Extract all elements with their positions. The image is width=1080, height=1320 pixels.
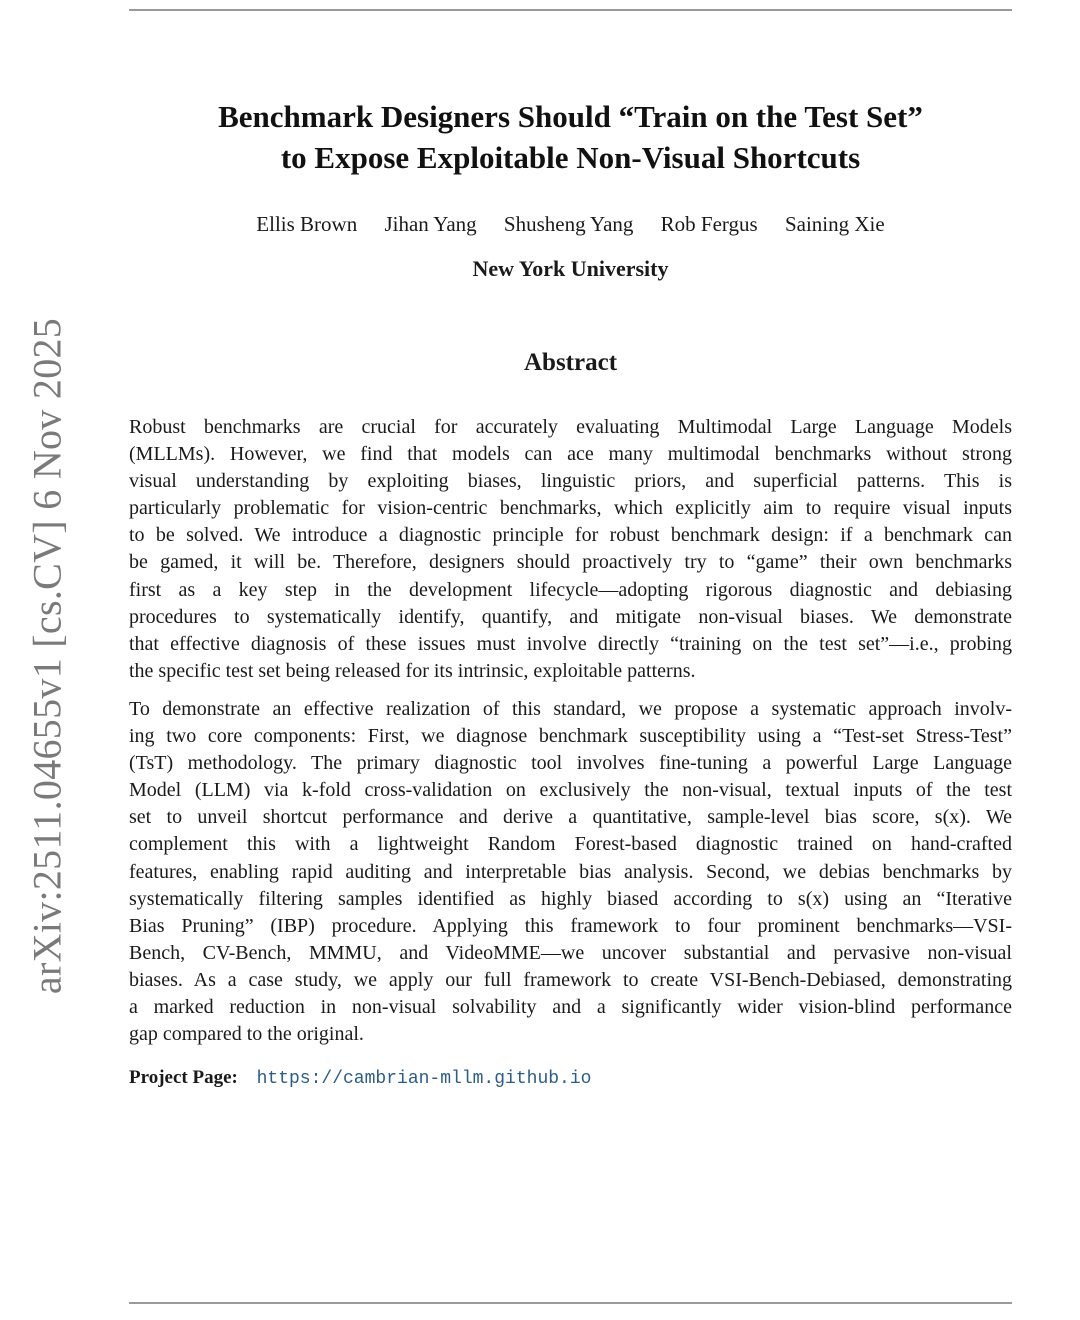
project-page-label: Project Page: xyxy=(129,1067,238,1088)
text-line: that effective diagnosis of these issues must involve directly “training on the test set”—i.e., probing xyxy=(129,632,1012,655)
abstract-heading: Abstract xyxy=(523,349,618,376)
bottom-rule xyxy=(129,1302,1012,1304)
text-line: a marked reduction in non-visual solvability and a significantly wider vision-blind performance xyxy=(129,996,1012,1019)
text-line: complement this with a lightweight Random Forest-based diagnostic trained on hand-crafted xyxy=(129,833,1012,856)
author-list xyxy=(129,209,1012,239)
abstract-paragraph-1 xyxy=(129,414,1012,685)
text-line: features, enabling rapid auditing and interpretable bias analysis. Second, we debias benchmarks by xyxy=(129,860,1012,883)
title-line: Benchmark Designers Should “Train on the Test Set” xyxy=(218,99,923,134)
text-line: Robust benchmarks are crucial for accurately evaluating Multimodal Large Language Models xyxy=(129,416,1012,438)
top-rule xyxy=(129,9,1012,11)
project-page xyxy=(129,1064,591,1093)
arxiv-stamp-text: arXiv:2511.04655v1 [cs.CV] 6 Nov 2025 xyxy=(24,317,70,995)
text-line: ing two core components: First, we diagnose benchmark susceptibility using a “Test-set Stress-Test” xyxy=(129,725,1012,748)
text-line: systematically filtering samples identified as highly biased according to s(x) using an “Iterative xyxy=(129,887,1012,910)
author-name: Jihan Yang xyxy=(384,212,477,236)
project-page-link[interactable]: https://cambrian-mllm.github.io xyxy=(256,1069,592,1089)
text-line: to be solved. We introduce a diagnostic principle for robust benchmark design: if a benchmark can xyxy=(129,524,1012,547)
author-name: Rob Fergus xyxy=(660,212,758,236)
text-line: (TsT) methodology. The primary diagnostic tool involves fine-tuning a powerful Large Language xyxy=(129,752,1012,775)
text-line: be gamed, it will be. Therefore, designers should proactively try to “game” their own benchmarks xyxy=(129,551,1012,574)
text-line: particularly problematic for vision-centric benchmarks, which explicitly aim to require visual inputs xyxy=(129,497,1012,520)
abstract-paragraph-2 xyxy=(129,696,1012,1048)
text-line: the specific test set being released for its intrinsic, exploitable patterns. xyxy=(129,659,696,682)
text-line: biases. As a case study, we apply our full framework to create VSI-Bench-Debiased, demonstrating xyxy=(129,968,1012,991)
text-line: visual understanding by exploiting biases, linguistic priors, and superficial patterns. This is xyxy=(129,470,1012,493)
title-line: to Expose Exploitable Non-Visual Shortcuts xyxy=(280,140,861,175)
affiliation: New York University xyxy=(472,256,669,281)
text-line: procedures to systematically identify, quantify, and mitigate non-visual biases. We demonstrate xyxy=(129,605,1012,628)
text-line: first as a key step in the development lifecycle—adopting rigorous diagnostic and debiasing xyxy=(129,578,1012,601)
text-line: gap compared to the original. xyxy=(129,1023,364,1046)
author-name: Ellis Brown xyxy=(256,212,358,236)
paper-title xyxy=(129,96,1012,178)
text-line: set to unveil shortcut performance and derive a quantitative, sample-level bias score, s(x). We xyxy=(129,806,1012,829)
text-line: Bias Pruning” (IBP) procedure. Applying this framework to four prominent benchmarks—VSI- xyxy=(129,914,1012,937)
author-name: Shusheng Yang xyxy=(503,212,634,236)
text-line: (MLLMs). However, we find that models can ace many multimodal benchmarks without strong xyxy=(129,443,1012,466)
text-line: Model (LLM) via k-fold cross-validation on exclusively the non-visual, textual inputs of the test xyxy=(129,779,1012,802)
author-name: Saining Xie xyxy=(784,212,885,236)
text-line: Bench, CV-Bench, MMMU, and VideoMME—we uncover substantial and pervasive non-visual xyxy=(129,941,1012,964)
text-line: To demonstrate an effective realization of this standard, we propose a systematic approach involv- xyxy=(129,698,1012,720)
